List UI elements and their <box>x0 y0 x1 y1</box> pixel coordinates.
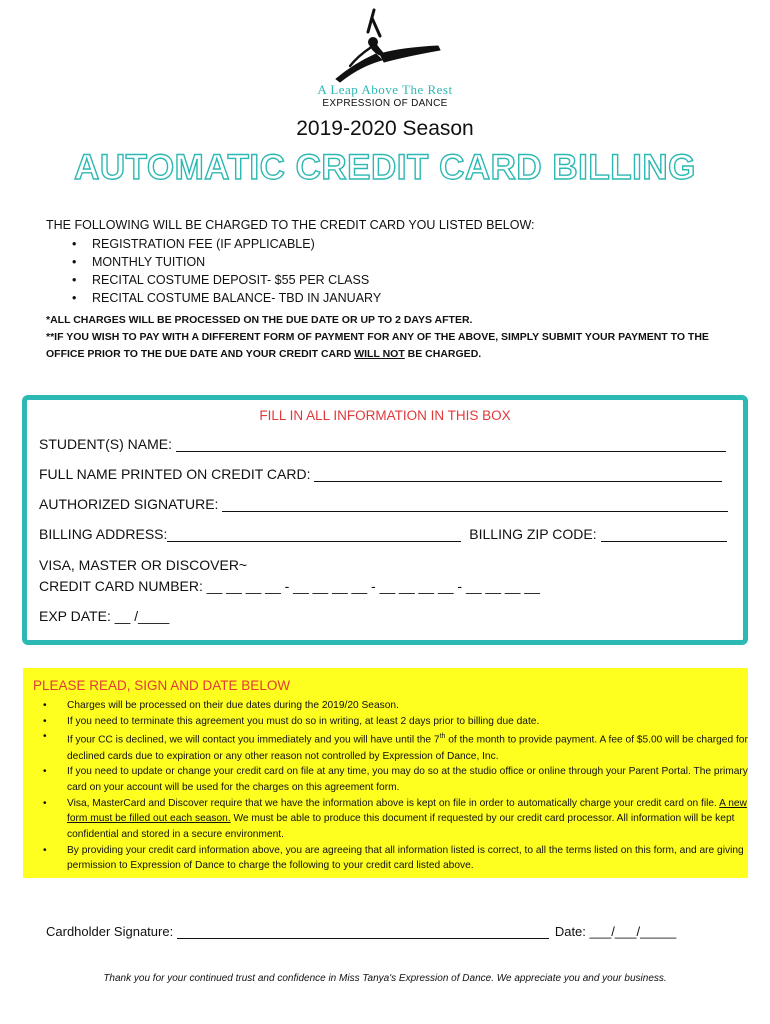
billing-zip-field[interactable] <box>601 527 727 542</box>
list-item: • By providing your credit card information above, you are agreeing that all information listed is correct, to all the terms listed on this form, and are giving permission to Expression of Dance to charge the following to your credit card listed above. <box>67 843 767 874</box>
student-name-row <box>39 436 726 452</box>
note-alt-payment-text: **IF YOU WISH TO PAY WITH A DIFFERENT FORM OF PAYMENT FOR ANY OF THE ABOVE, SIMPLY SUBMIT YOUR PAYMENT TO THE OFFICE PRIOR TO THE DUE DATE AND YOUR CREDIT CARD <box>46 331 709 360</box>
billing-address-field[interactable] <box>167 527 461 542</box>
signature-row <box>46 924 676 939</box>
card-type-label: VISA, MASTER OR DISCOVER~ <box>39 557 248 573</box>
terms-decline-text: If your CC is declined, we will contact you immediately and you will have until the 7 <box>67 734 440 746</box>
note-alt-payment <box>46 329 736 363</box>
student-name-label: STUDENT(S) NAME: <box>39 436 172 452</box>
card-number-row <box>39 578 540 594</box>
charges-lead: THE FOLLOWING WILL BE CHARGED TO THE CREDIT CARD YOU LISTED BELOW: <box>46 218 535 232</box>
card-number-label: CREDIT CARD NUMBER: <box>39 578 203 594</box>
note-will-not: WILL NOT <box>354 348 405 360</box>
list-item: • RECITAL COSTUME DEPOSIT- $55 PER CLASS <box>92 273 736 287</box>
brand-name: EXPRESSION OF DANCE <box>322 98 448 109</box>
terms-box <box>23 668 748 878</box>
note-processing: *ALL CHARGES WILL BE PROCESSED ON THE DUE DATE OR UP TO 2 DAYS AFTER. <box>46 314 473 326</box>
list-item <box>67 729 767 764</box>
cc-name-field[interactable] <box>314 467 722 482</box>
charges-notes <box>46 312 736 363</box>
cardholder-signature-field[interactable] <box>177 926 549 939</box>
footer-thanks: Thank you for your continued trust and confidence in Miss Tanya's Expression of Dance. We appreciate you and your business. <box>103 973 667 984</box>
cc-name-label: FULL NAME PRINTED ON CREDIT CARD: <box>39 466 311 482</box>
credit-card-info-box <box>22 395 748 645</box>
signature-row <box>39 496 728 512</box>
terms-decline-fee: of the month to provide payment. A fee of $5.00 will be charged for declined cards due to expiration or any other reason not controlled by Expression of Dance, Inc. <box>67 734 748 762</box>
date-label: Date: <box>554 924 586 939</box>
box-title: FILL IN ALL INFORMATION IN THIS BOX <box>259 408 511 423</box>
charges-section <box>46 218 736 309</box>
list-item: • Charges will be processed on their due dates during the 2019/20 Season. <box>67 698 767 714</box>
terms-new-form-note: A new form must be filled out each season. <box>67 797 747 825</box>
card-number-field[interactable]: __ __ __ __ - __ __ __ __ - __ __ __ __ - __ __ __ __ <box>206 578 540 594</box>
terms-decline-sup: th <box>439 733 446 741</box>
billing-address-label: BILLING ADDRESS: <box>39 526 168 542</box>
note-alt-payment-end: BE CHARGED. <box>404 348 482 360</box>
list-item: • MONTHLY TUITION <box>92 255 736 269</box>
list-item: • REGISTRATION FEE (IF APPLICABLE) <box>92 237 736 251</box>
list-item: • If you need to update or change your credit card on file at any time, you may do so at the studio office or online through your Parent Portal. The primary card on your account will be used for the charges on this agreement form. <box>67 764 767 795</box>
page-title: AUTOMATIC CREDIT CARD BILLING <box>74 148 696 187</box>
billing-zip-label: BILLING ZIP CODE: <box>469 526 597 542</box>
list-item <box>67 796 767 843</box>
terms-card-processor: We must be able to produce this document if requested by our credit card processor. All information will be kept confidential and stored in a secure environment. <box>67 813 735 841</box>
authorized-signature-label: AUTHORIZED SIGNATURE: <box>39 496 219 512</box>
exp-date-row <box>39 608 169 624</box>
exp-date-label: EXP DATE: <box>39 608 111 624</box>
charges-list <box>46 237 736 305</box>
list-item: • If you need to terminate this agreement you must do so in writing, at least 2 days prior to billing due date. <box>67 714 767 730</box>
cardholder-signature-label: Cardholder Signature: <box>46 924 174 939</box>
season-heading: 2019-2020 Season <box>296 117 474 140</box>
billing-row <box>39 526 727 542</box>
brand-tagline: A Leap Above The Rest <box>317 82 453 97</box>
date-field[interactable]: ___/___/_____ <box>589 924 677 939</box>
cc-name-row <box>39 466 722 482</box>
list-item: • RECITAL COSTUME BALANCE- TBD IN JANUARY <box>92 291 736 305</box>
authorized-signature-field[interactable] <box>222 497 728 512</box>
dancer-logo-icon <box>310 8 460 88</box>
exp-date-field[interactable]: __ /____ <box>114 608 170 624</box>
terms-list <box>41 698 767 874</box>
terms-card-text: Visa, MasterCard and Discover require that we have the information above is kept on file in order to automatically charge your credit card on file. <box>67 797 720 809</box>
terms-title: PLEASE READ, SIGN AND DATE BELOW <box>33 678 291 693</box>
student-name-field[interactable] <box>176 437 726 452</box>
